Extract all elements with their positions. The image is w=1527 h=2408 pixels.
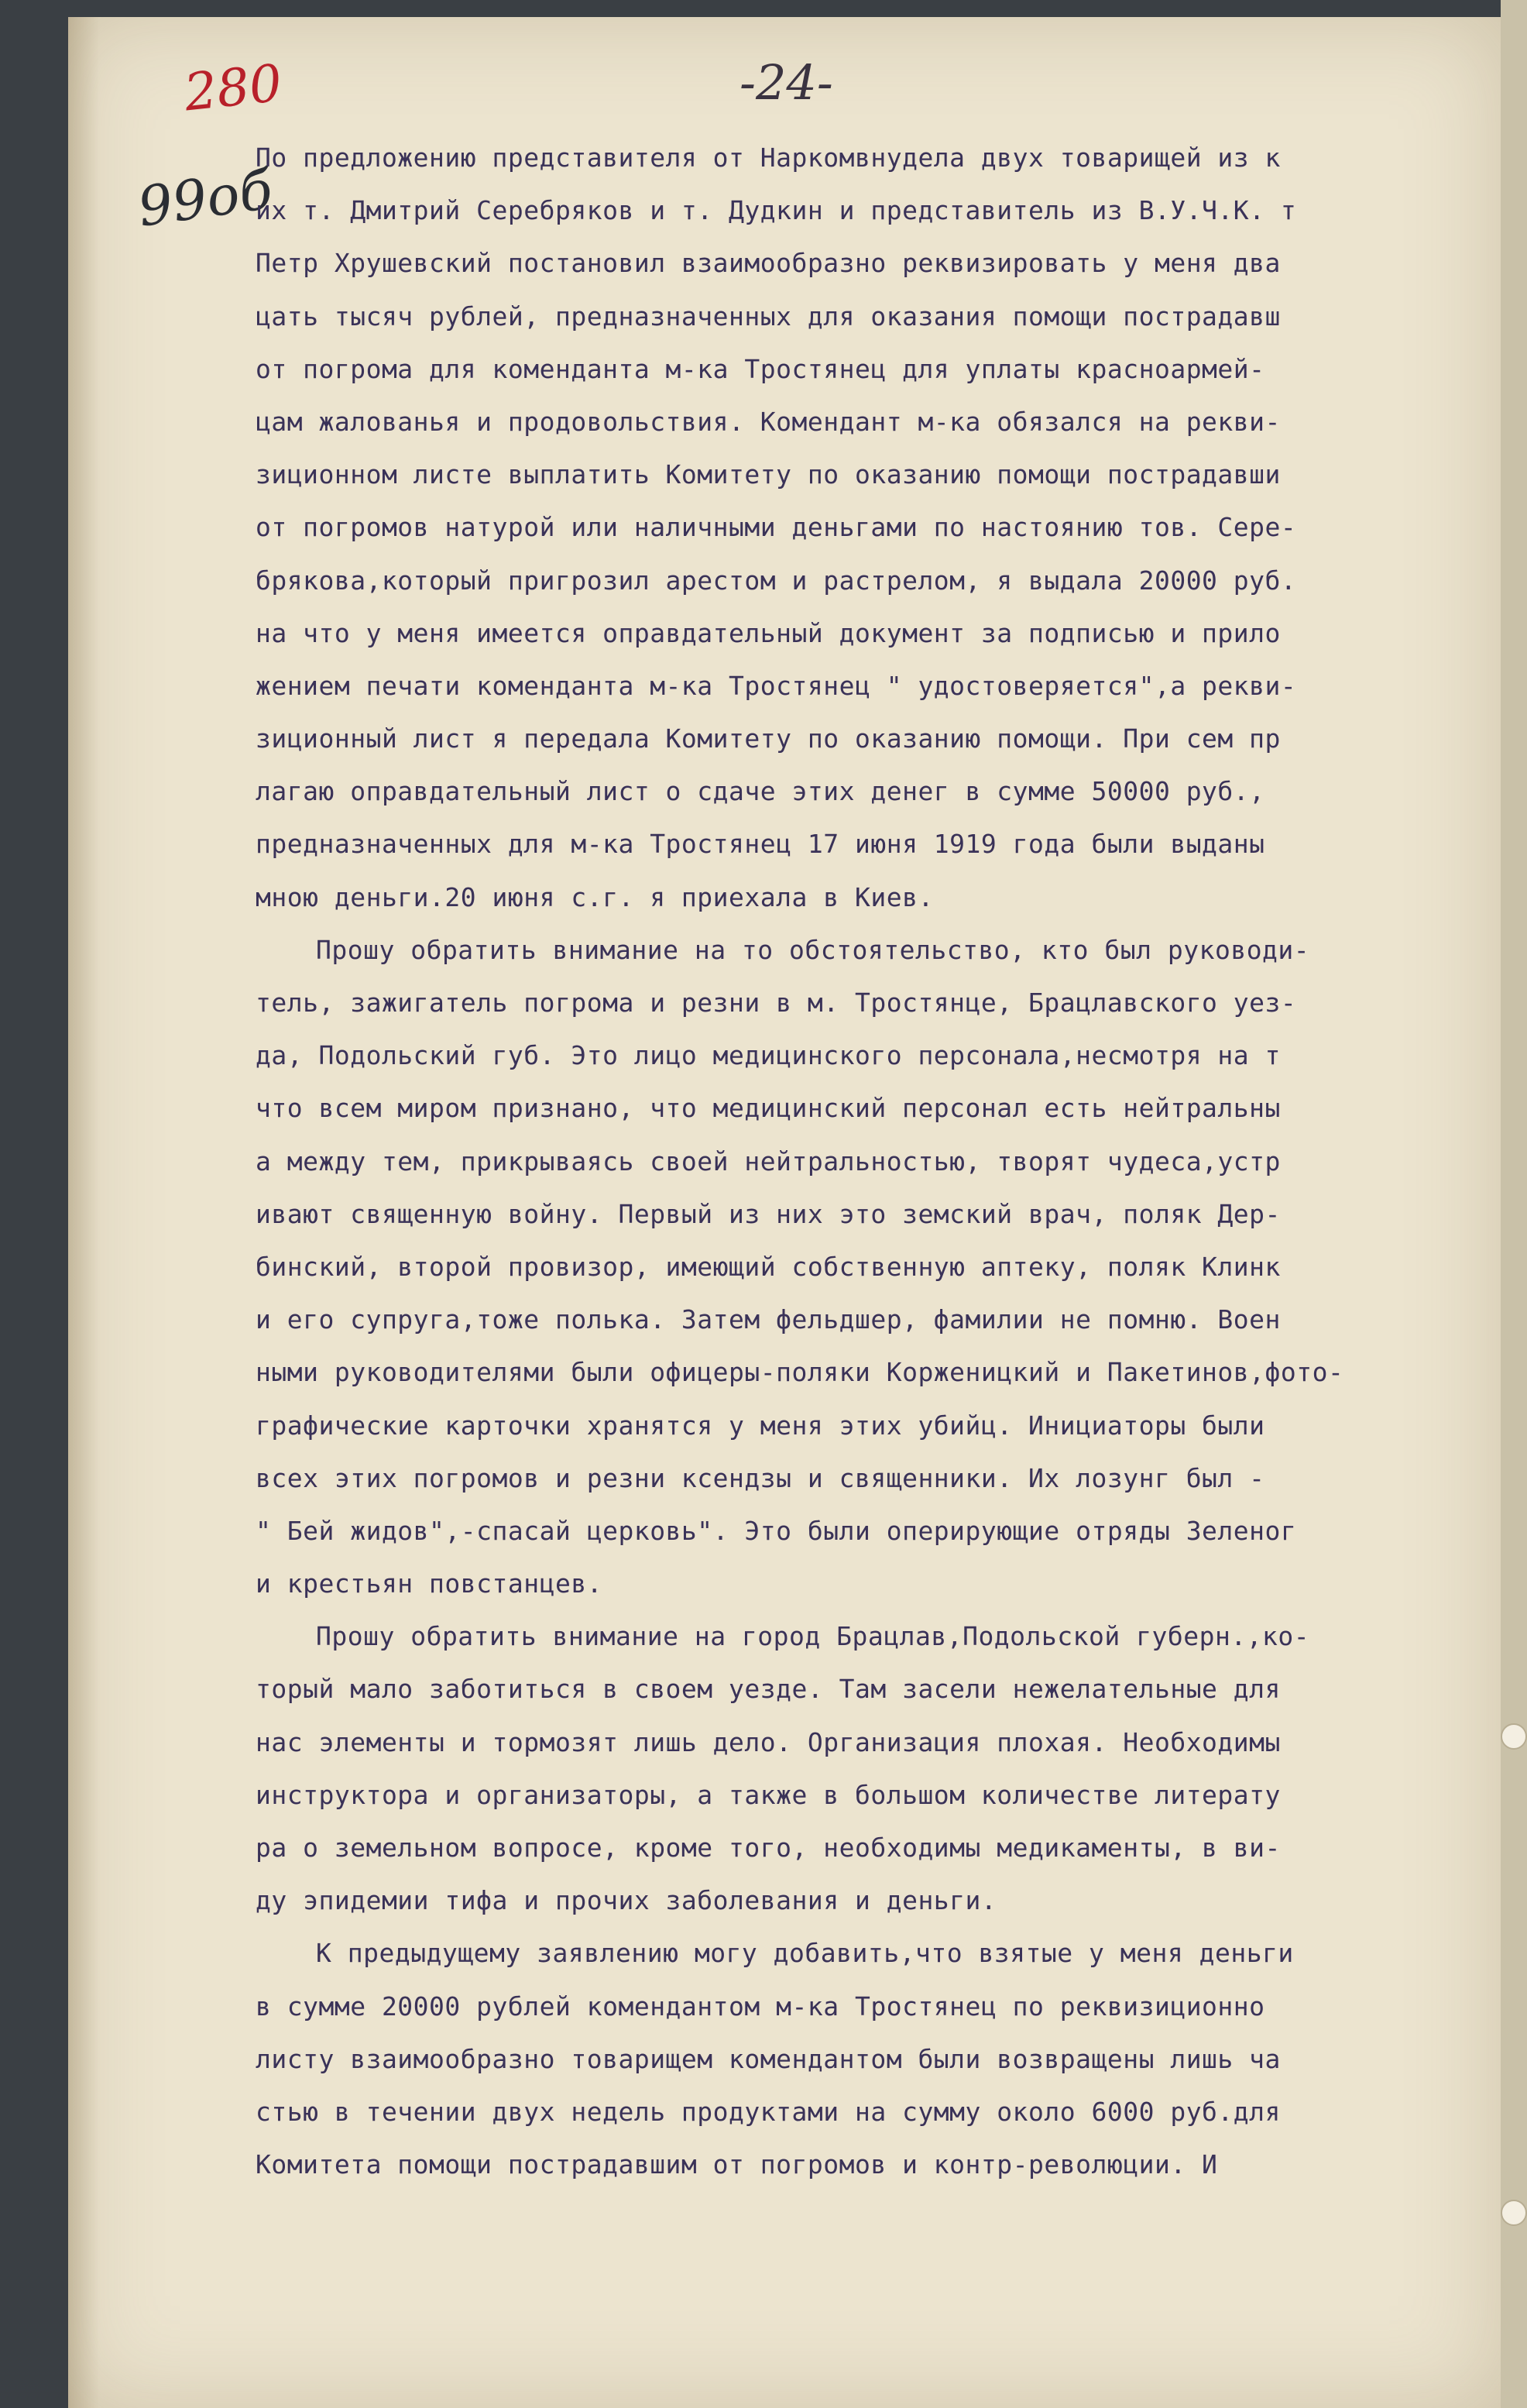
text-line: Прошу обратить внимание на город Брацлав,Подольской губерн.,ко- [316,1621,1310,1652]
text-line: ду эпидемии тифа и прочих заболевания и деньги. [256,1885,997,1916]
text-line: тель, зажигатель погрома и резни в м. Тростянце, Брацлавского уез- [256,988,1297,1018]
text-line: бинский, второй провизор, имеющий собственную аптеку, поляк Клинк [256,1251,1281,1282]
text-line: их т. Дмитрий Серебряков и т. Дудкин и представитель из В.У.Ч.К. т [256,195,1297,226]
text-line: цам жалованья и продовольствия. Комендант м-ка обязался на рекви- [256,406,1281,437]
text-line: ными руководителями были офицеры-поляки Корженицкий и Пакетинов,фото- [256,1357,1344,1388]
archive-mark: 99об [134,157,276,239]
text-line: да, Подольский губ. Это лицо медицинского персонала,несмотря на т [256,1040,1281,1071]
text-line: листу взаимообразно товарищем комендантом были возвращены лишь ча [256,2043,1281,2074]
text-line: инструктора и организаторы, а также в большом количестве литерату [256,1779,1281,1810]
text-line: лагаю оправдательный лист о сдаче этих денег в сумме 50000 руб., [256,776,1265,807]
text-line: стью в течении двух недель продуктами на сумму около 6000 руб.для [256,2096,1281,2127]
folio-number: 280 [181,53,285,123]
text-line: графические карточки хранятся у меня этих убийц. Инициаторы были [256,1410,1265,1441]
text-line: ра о земельном вопросе, кроме того, необходимы медикаменты, в ви- [256,1833,1281,1863]
text-line: брякова,который пригрозил арестом и растрелом, я выдала 20000 руб. [256,565,1297,596]
page-number: -24- [739,54,833,111]
text-line: " Бей жидов",-спасай церковь". Это были оперирующие отряды Зеленог [256,1515,1297,1546]
punch-hole [1501,2200,1527,2226]
text-line: нас элементы и тормозят лишь дело. Организация плохая. Необходимы [256,1726,1281,1757]
text-line: Прошу обратить внимание на то обстоятельство, кто был руководи- [316,934,1310,965]
text-line: от погромов натурой или наличными деньгами по настоянию тов. Сере- [256,512,1297,543]
text-line: Петр Хрушевский постановил взаимообразно реквизировать у меня два [256,248,1281,279]
text-line: от погрома для коменданта м-ка Тростянец для уплаты красноармей- [256,353,1265,384]
text-line: а между тем, прикрываясь своей нейтральностью, творят чудеса,устр [256,1146,1281,1177]
text-line: ивают священную войну. Первый из них это земский врач, поляк Дер- [256,1198,1281,1229]
background-strip [1501,0,1527,2408]
text-line: в сумме 20000 рублей комендантом м-ка Тростянец по реквизиционно [256,1991,1265,2022]
text-line: торый мало заботиться в своем уезде. Там засели нежелательные для [256,1674,1281,1705]
punch-hole [1501,1723,1527,1750]
text-line: Комитета помощи пострадавшим от погромов и контр-революции. И [256,2149,1218,2180]
text-line: на что у меня имеется оправдательный документ за подписью и прило [256,617,1281,648]
text-line: и крестьян повстанцев. [256,1568,603,1599]
text-line: что всем миром признано, что медицинский персонал есть нейтральны [256,1093,1281,1124]
text-line: и его супруга,тоже полька. Затем фельдшер, фамилии не помню. Воен [256,1304,1281,1335]
text-line: жением печати коменданта м-ка Тростянец " удостоверяется",а рекви- [256,670,1297,701]
text-line: предназначенных для м-ка Тростянец 17 июня 1919 года были выданы [256,829,1265,860]
text-line: зиционный лист я передала Комитету по оказанию помощи. При сем пр [256,723,1281,754]
text-line: цать тысяч рублей, предназначенных для оказания помощи пострадавш [256,301,1281,331]
typed-text [256,132,1479,2191]
text-line: К предыдущему заявлению могу добавить,что взятые у меня деньги [316,1938,1294,1969]
text-line: По предложению представителя от Наркомвнудела двух товарищей из к [256,143,1281,173]
text-line: зиционном листе выплатить Комитету по оказанию помощи пострадавши [256,459,1281,490]
text-line: мною деньги.20 июня с.г. я приехала в Киев. [256,881,934,912]
text-line: всех этих погромов и резни ксендзы и священники. Их лозунг был - [256,1462,1265,1493]
